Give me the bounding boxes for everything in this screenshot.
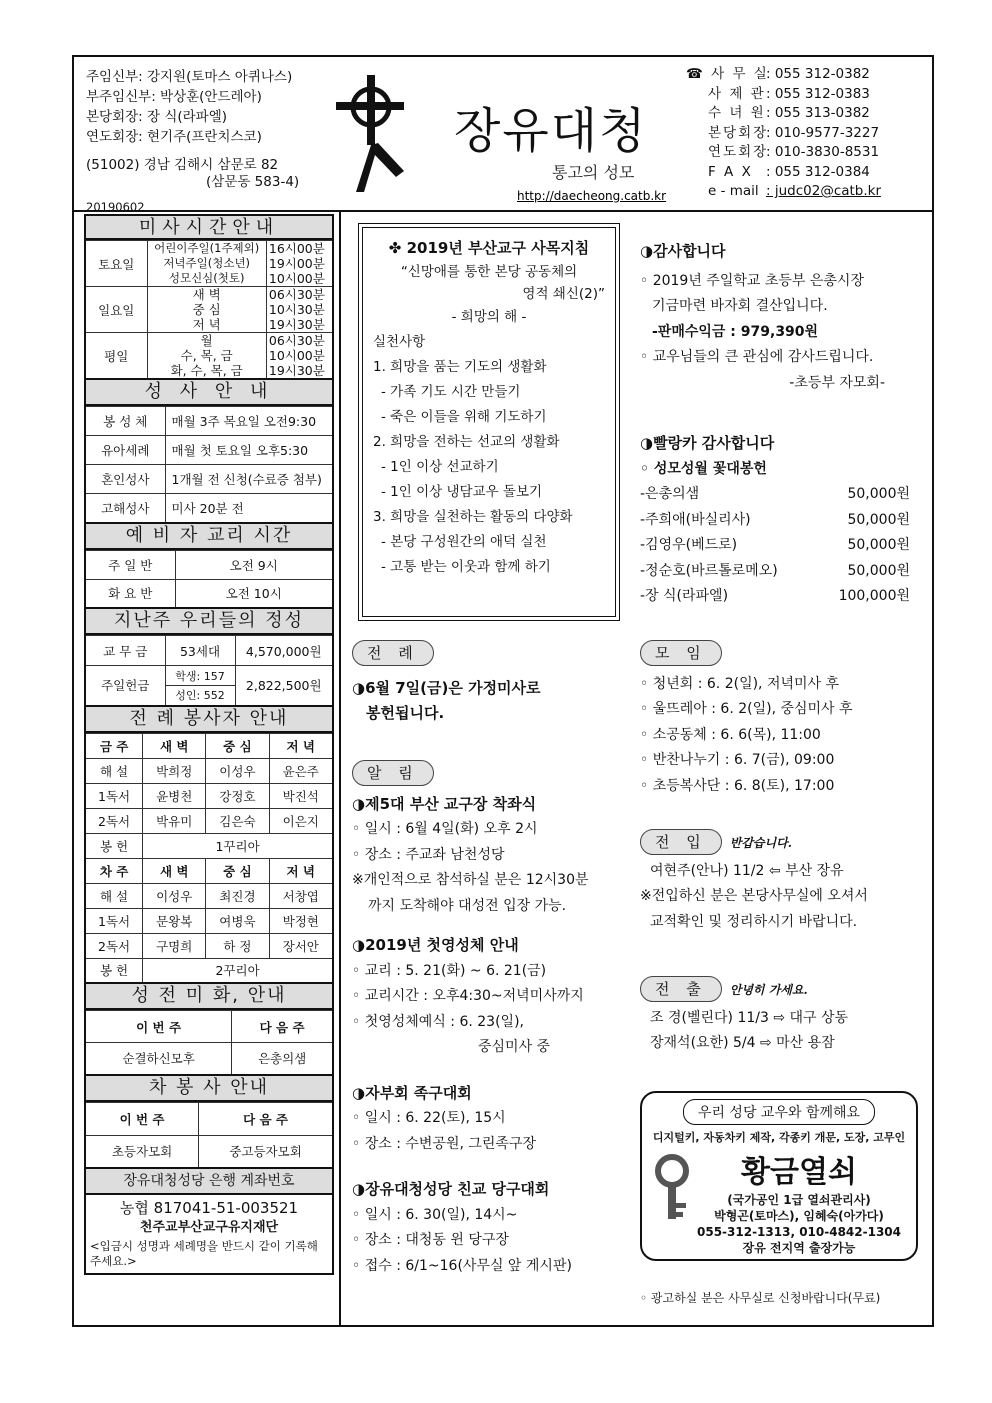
thanks-line: ◦ 2019년 주일학교 초등부 은총시장 [640,272,864,289]
address-line-2: (삼문동 583-4) [206,174,300,190]
flower-group: 순결하신모후 [85,1043,232,1075]
tea-table [84,1102,334,1170]
move-in-greeting: 반갑습니다. [729,836,792,850]
offering-table [84,635,334,707]
staff-line: 부주임신부: 박상훈(안드레아) [86,89,262,105]
contact-value: : 055 313-0382 [766,105,870,121]
mass-name: 중 심 [192,302,221,317]
server-name: 강정호 [206,783,269,808]
notice-heading: ◑자부회 족구대회 [352,1083,472,1102]
meeting-section [640,640,925,799]
palanca-row [640,533,910,559]
offering-amount: 4,570,000원 [235,636,333,666]
liturgy-tag: 전 례 [352,640,434,666]
server-name: 윤병천 [143,783,206,808]
move-out-tag: 전 출 [640,976,722,1002]
server-name: 이은지 [269,808,333,833]
move-in-tag: 전 입 [640,829,722,855]
guide-year: - 희망의 해 - [451,309,527,325]
server-name: 윤은주 [269,758,333,783]
donor: -장 식(라파엘) [640,588,729,604]
col-header: 금 주 [85,733,143,758]
donation: 50,000원 [847,511,910,528]
col-header: 이 번 주 [85,1102,199,1135]
class-name: 주 일 반 [85,550,175,579]
guide-quote: 영적 쇄신(2)” [522,286,605,302]
bank-account: 농협 817041-51-003521 [119,1199,299,1217]
server-name: 박유미 [143,808,206,833]
server-name: 박희정 [143,758,206,783]
contact-value: : 055 312-0384 [766,163,870,180]
ad-phone: 055-312-1313, 010-4842-1304 [697,1225,901,1239]
palanca-row [640,482,910,508]
sacrament-name: 봉 성 체 [85,407,165,436]
move-in-line: 여현주(안나) 11/2 ⇦ 부산 장유 [650,862,844,879]
guide-title-text: 2019년 부산교구 사목지침 [406,239,590,257]
key-icon [652,1153,700,1223]
notice-line: ◦ 일시 : 6. 22(토), 15시 [352,1110,506,1126]
thanks-profit: -판매수익금 : 979,390원 [652,323,819,340]
liturgy-line: ◑6월 7일(금)은 가정미사로 [352,678,541,697]
meeting-line: ◦ 반찬나누기 : 6. 7(금), 09:00 [640,752,835,768]
meeting-line: ◦ 소공동체 : 6. 6(목), 11:00 [640,726,821,743]
col-header: 저 녁 [269,733,333,758]
server-name: 이성우 [143,883,206,908]
mass-time: 19시30분 [268,317,325,332]
mass-time: 16시00분 [268,241,325,256]
notice-tag: 알 림 [352,760,434,786]
liturgy-line: 봉헌됩니다. [366,704,445,722]
move-in-line: 교적확인 및 정리하시기 바랍니다. [650,913,858,930]
staff-line: 주임신부: 강지원(토마스 아퀴나스) [86,69,293,85]
sacrament-info: 매월 첫 토요일 오후5:30 [165,436,333,465]
contact-value: : 055 312-0382 [766,66,870,82]
server-name: 여병욱 [206,908,269,933]
mass-time: 19시00분 [268,256,325,271]
donor: -정순호(바르톨로메오) [640,562,778,579]
pastoral-guide-box [358,223,620,621]
notice-line: ◦ 장소 : 주교좌 남천성당 [352,846,505,863]
donor: -김영우(베드로) [640,537,738,553]
guide-line: 1. 희망을 품는 기도의 생활화 [373,359,547,375]
donor: -주희애(바실리사) [640,511,751,528]
class-time: 오전 10시 [175,579,333,608]
guide-line: - 고통 받는 이웃과 함께 하기 [381,559,551,575]
role: 1독서 [85,783,143,808]
col-header: 저 녁 [269,858,333,883]
guide-line: 실천사항 [373,334,426,350]
col-header: 다 음 주 [232,1011,333,1043]
palanca-heading: ◑빨랑카 감사합니다 [640,434,775,452]
contact-label: ☎ 사 무 실 [686,66,769,82]
move-out-line: 조 경(벨린다) 11/3 ⇨ 대구 상동 [650,1009,849,1026]
contact-value: : 010-3830-8531 [766,144,880,160]
server-name: 최진경 [206,883,269,908]
thanks-line: 기금마련 바자회 결산입니다. [652,298,828,314]
bulletin-page [72,55,934,1327]
issue-date: 20190602 [86,200,145,214]
mass-day: 평일 [85,333,147,380]
guide-line: - 1인 이상 선교하기 [381,459,499,475]
class-name: 화 요 반 [85,579,175,608]
staff-block [86,67,300,214]
mass-times-heading: 미사시간안내 [84,214,334,240]
staff-line: 본당회장: 장 식(라파엘) [86,109,228,125]
move-in-section [640,829,930,935]
offering-students: 학생: 157 [165,666,235,686]
servers-table [84,733,334,985]
col-header: 새 벽 [143,733,206,758]
ad-note: ◦ 광고하실 분은 사무실로 신청바랍니다(무료) [640,1291,881,1305]
mass-name: 화, 수, 목, 금 [170,363,243,378]
guide-line: - 본당 구성원간의 애덕 실천 [381,534,547,550]
donation: 50,000원 [847,486,910,502]
notice-line: ◦ 교리 : 5. 21(화) ~ 6. 21(금) [352,962,547,979]
server-name: 박진석 [269,783,333,808]
mass-time: 06시30분 [268,287,325,302]
ad-business-name: 황금열쇠 [741,1155,857,1190]
mass-day: 토요일 [85,241,147,287]
thanks-section [640,239,925,396]
liturgy-section [352,640,632,727]
staff-line: 연도회장: 현기주(프란치스코) [86,129,262,145]
mass-time: 10시00분 [268,271,325,286]
bank-owner: 천주교부산교구유지재단 [139,1220,279,1235]
mass-times-table [84,240,334,380]
bulletin-subtitle: 통고의 성모 [552,163,635,182]
col-header: 새 벽 [143,858,206,883]
col-header: 이 번 주 [85,1011,232,1043]
col-header: 다 음 주 [199,1102,333,1135]
bank-note: <입금시 성명과 세례명을 반드시 같이 기록해 주세요.> [90,1239,318,1268]
ad-services: 디지털키, 자동차키 제작, 각종키 개문, 도장, 고무인 [652,1131,906,1144]
offering-heading: 지난주 우리들의 정성 [84,609,334,635]
guide-quote: “신망애를 통한 본당 공동체의 [400,264,578,280]
role: 2독서 [85,933,143,958]
move-in-line: ※전입하신 분은 본당사무실에 오셔서 [640,888,868,904]
header [74,57,932,212]
tea-heading: 차 봉 사 안내 [84,1076,334,1102]
contact-value: : 010-9577-3227 [766,124,880,141]
server-name: 하 정 [206,933,269,958]
col-header: 차 주 [85,858,143,883]
notice-line: ◦ 교리시간 : 오후4:30~저녁미사까지 [352,988,584,1004]
contact-label: 본당회장 [708,124,769,141]
ad-certification: (국가공인 1급 열쇠관리사) [727,1193,871,1207]
role: 1독서 [85,908,143,933]
flower-group: 은총의샘 [232,1043,333,1075]
column-divider [339,212,341,1327]
role: 2독서 [85,808,143,833]
sacrament-name: 유아세례 [85,436,165,465]
address [86,157,299,191]
move-out-greeting: 안녕히 가세요. [729,983,808,997]
notice-line: ◦ 장소 : 대청동 윈 당구장 [352,1232,509,1248]
tea-group: 중고등자모회 [199,1135,333,1168]
mass-day: 일요일 [85,287,147,333]
notice-line: ※개인적으로 참석하실 분은 12시30분 [352,872,589,888]
server-name: 장서안 [269,933,333,958]
role: 해 설 [85,758,143,783]
flower-heading: 성 전 미 화, 안내 [84,984,334,1010]
ad-owner: 박형곤(토마스), 임혜숙(아가다) [714,1209,884,1223]
mass-name: 새 벽 [192,287,221,302]
contact-label: F A X [708,163,753,180]
guide-line: 3. 희망을 실천하는 활동의 다양화 [373,509,573,525]
move-out-section [640,976,925,1057]
offering-label: 주일헌금 [85,666,165,706]
notice-line: ◦ 접수 : 6/1~16(사무실 앞 게시판) [352,1257,572,1274]
server-group: 1꾸리아 [143,833,333,858]
class-time: 오전 9시 [175,550,333,579]
catechism-table [84,550,334,610]
guide-title: ✤ 2019년 부산교구 사목지침 [388,239,590,257]
sacrament-info: 미사 20분 전 [165,494,333,523]
thanks-signature: -초등부 자모회- [789,374,885,391]
contact-list [686,65,881,202]
guide-line: - 죽은 이들을 위해 기도하기 [381,409,547,425]
palanca-subheading: ◦ 성모성월 꽃대봉헌 [640,460,767,477]
sacrament-table [84,406,334,524]
meeting-line: ◦ 울뜨레아 : 6. 2(일), 중심미사 후 [640,701,853,717]
guide-line: - 가족 기도 시간 만들기 [381,384,521,400]
guide-line: 2. 희망을 전하는 선교의 생활화 [373,434,560,450]
palanca-row [640,559,910,585]
locksmith-ad [640,1091,918,1261]
move-out-line: 장재석(요한) 5/4 ⇨ 마산 용잠 [650,1035,835,1051]
cross-logo-icon [336,67,426,197]
tea-group: 초등자모회 [85,1135,199,1168]
contact-value: : 055 312-0383 [766,85,870,102]
palanca-section [640,431,925,610]
servers-heading: 전 례 봉사자 안내 [84,707,334,733]
guide-line: - 1인 이상 냉담교우 돌보기 [381,484,543,500]
website-link[interactable]: http://daecheong.catb.kr [517,189,667,203]
server-name: 문왕복 [143,908,206,933]
left-column [84,214,334,1275]
server-name: 이성우 [206,758,269,783]
email-link[interactable]: : judc02@catb.kr [766,183,882,199]
mass-name: 성모신심(첫토) [168,271,245,285]
meeting-line: ◦ 초등복사단 : 6. 8(토), 17:00 [640,777,835,794]
notice-heading: ◑제5대 부산 교구장 착좌식 [352,794,537,813]
ad-area: 장유 전지역 출장가능 [742,1241,856,1255]
mass-name: 어린이주일(1주제외) [154,241,260,255]
notice-section [352,760,637,1279]
mass-time: 19시30분 [268,363,325,378]
notice-line: ◦ 장소 : 수변공원, 그린족구장 [352,1135,536,1152]
bank-box [84,1195,334,1275]
sacrament-info: 매월 3주 목요일 오전9:30 [165,407,333,436]
donation: 50,000원 [847,562,910,579]
role: 해 설 [85,883,143,908]
ad-header: 우리 성당 교우와 함께해요 [683,1099,875,1125]
col-header: 중 심 [206,733,269,758]
role: 봉 헌 [85,833,143,858]
sacrament-name: 혼인성사 [85,465,165,494]
mass-name: 저녁주일(청소년) [163,256,251,270]
contact-label: e - mail [708,183,759,199]
notice-line: ◦ 첫영성체예식 : 6. 23(일), [352,1013,524,1030]
server-group: 2꾸리아 [143,958,333,983]
thanks-line: ◦ 교우님들의 큰 관심에 감사드립니다. [640,349,874,365]
mass-name: 수, 목, 금 [180,348,233,363]
meeting-tag: 모 임 [640,640,722,666]
notice-line: 까지 도착해야 대성전 입장 가능. [368,897,567,914]
sacrament-heading: 성 사 안 내 [84,380,334,406]
offering-count: 53세대 [165,636,235,666]
col-header: 중 심 [206,858,269,883]
notice-heading: ◑2019년 첫영성체 안내 [352,936,519,954]
thanks-heading: ◑감사합니다 [640,242,726,260]
palanca-row [640,508,910,534]
address-line-1: (51002) 경남 김해시 삼문로 82 [86,157,279,173]
offering-adults: 성인: 552 [165,686,235,706]
mass-name: 월 [200,333,213,348]
catechism-heading: 예 비 자 교리 시간 [84,524,334,550]
donor: -은총의샘 [640,486,700,502]
notice-line: ◦ 일시 : 6. 30(일), 14시~ [352,1206,518,1223]
sacrament-name: 고해성사 [85,494,165,523]
meeting-line: ◦ 청년회 : 6. 2(일), 저녁미사 후 [640,675,840,692]
donation: 100,000원 [838,588,910,604]
notice-line: 중심미사 중 [478,1039,551,1055]
contact-label: 사 제 관 [708,85,766,102]
server-name: 박정현 [269,908,333,933]
mass-time: 06시30분 [268,333,325,348]
role: 봉 헌 [85,958,143,983]
flower-table [84,1010,334,1076]
bank-heading: 장유대청성당 은행 계좌번호 [84,1169,334,1195]
mass-time: 10시00분 [268,348,325,363]
contact-label: 수 녀 원 [708,105,766,121]
mass-name: 저 녁 [192,317,221,332]
offering-amount: 2,822,500원 [235,666,333,706]
palanca-row [640,584,910,610]
sacrament-info: 1개월 전 신청(수료증 첨부) [165,465,333,494]
donation: 50,000원 [847,537,910,553]
contact-label: 연도회장 [708,144,769,160]
mass-time: 10시30분 [268,302,325,317]
offering-label: 교 무 금 [85,636,165,666]
server-name: 구명희 [143,933,206,958]
notice-heading: ◑장유대청성당 친교 당구대회 [352,1180,550,1198]
server-name: 김은숙 [206,808,269,833]
bulletin-title: 장유대청 [454,103,648,159]
server-name: 서창엽 [269,883,333,908]
notice-line: ◦ 일시 : 6월 4일(화) 오후 2시 [352,821,538,837]
